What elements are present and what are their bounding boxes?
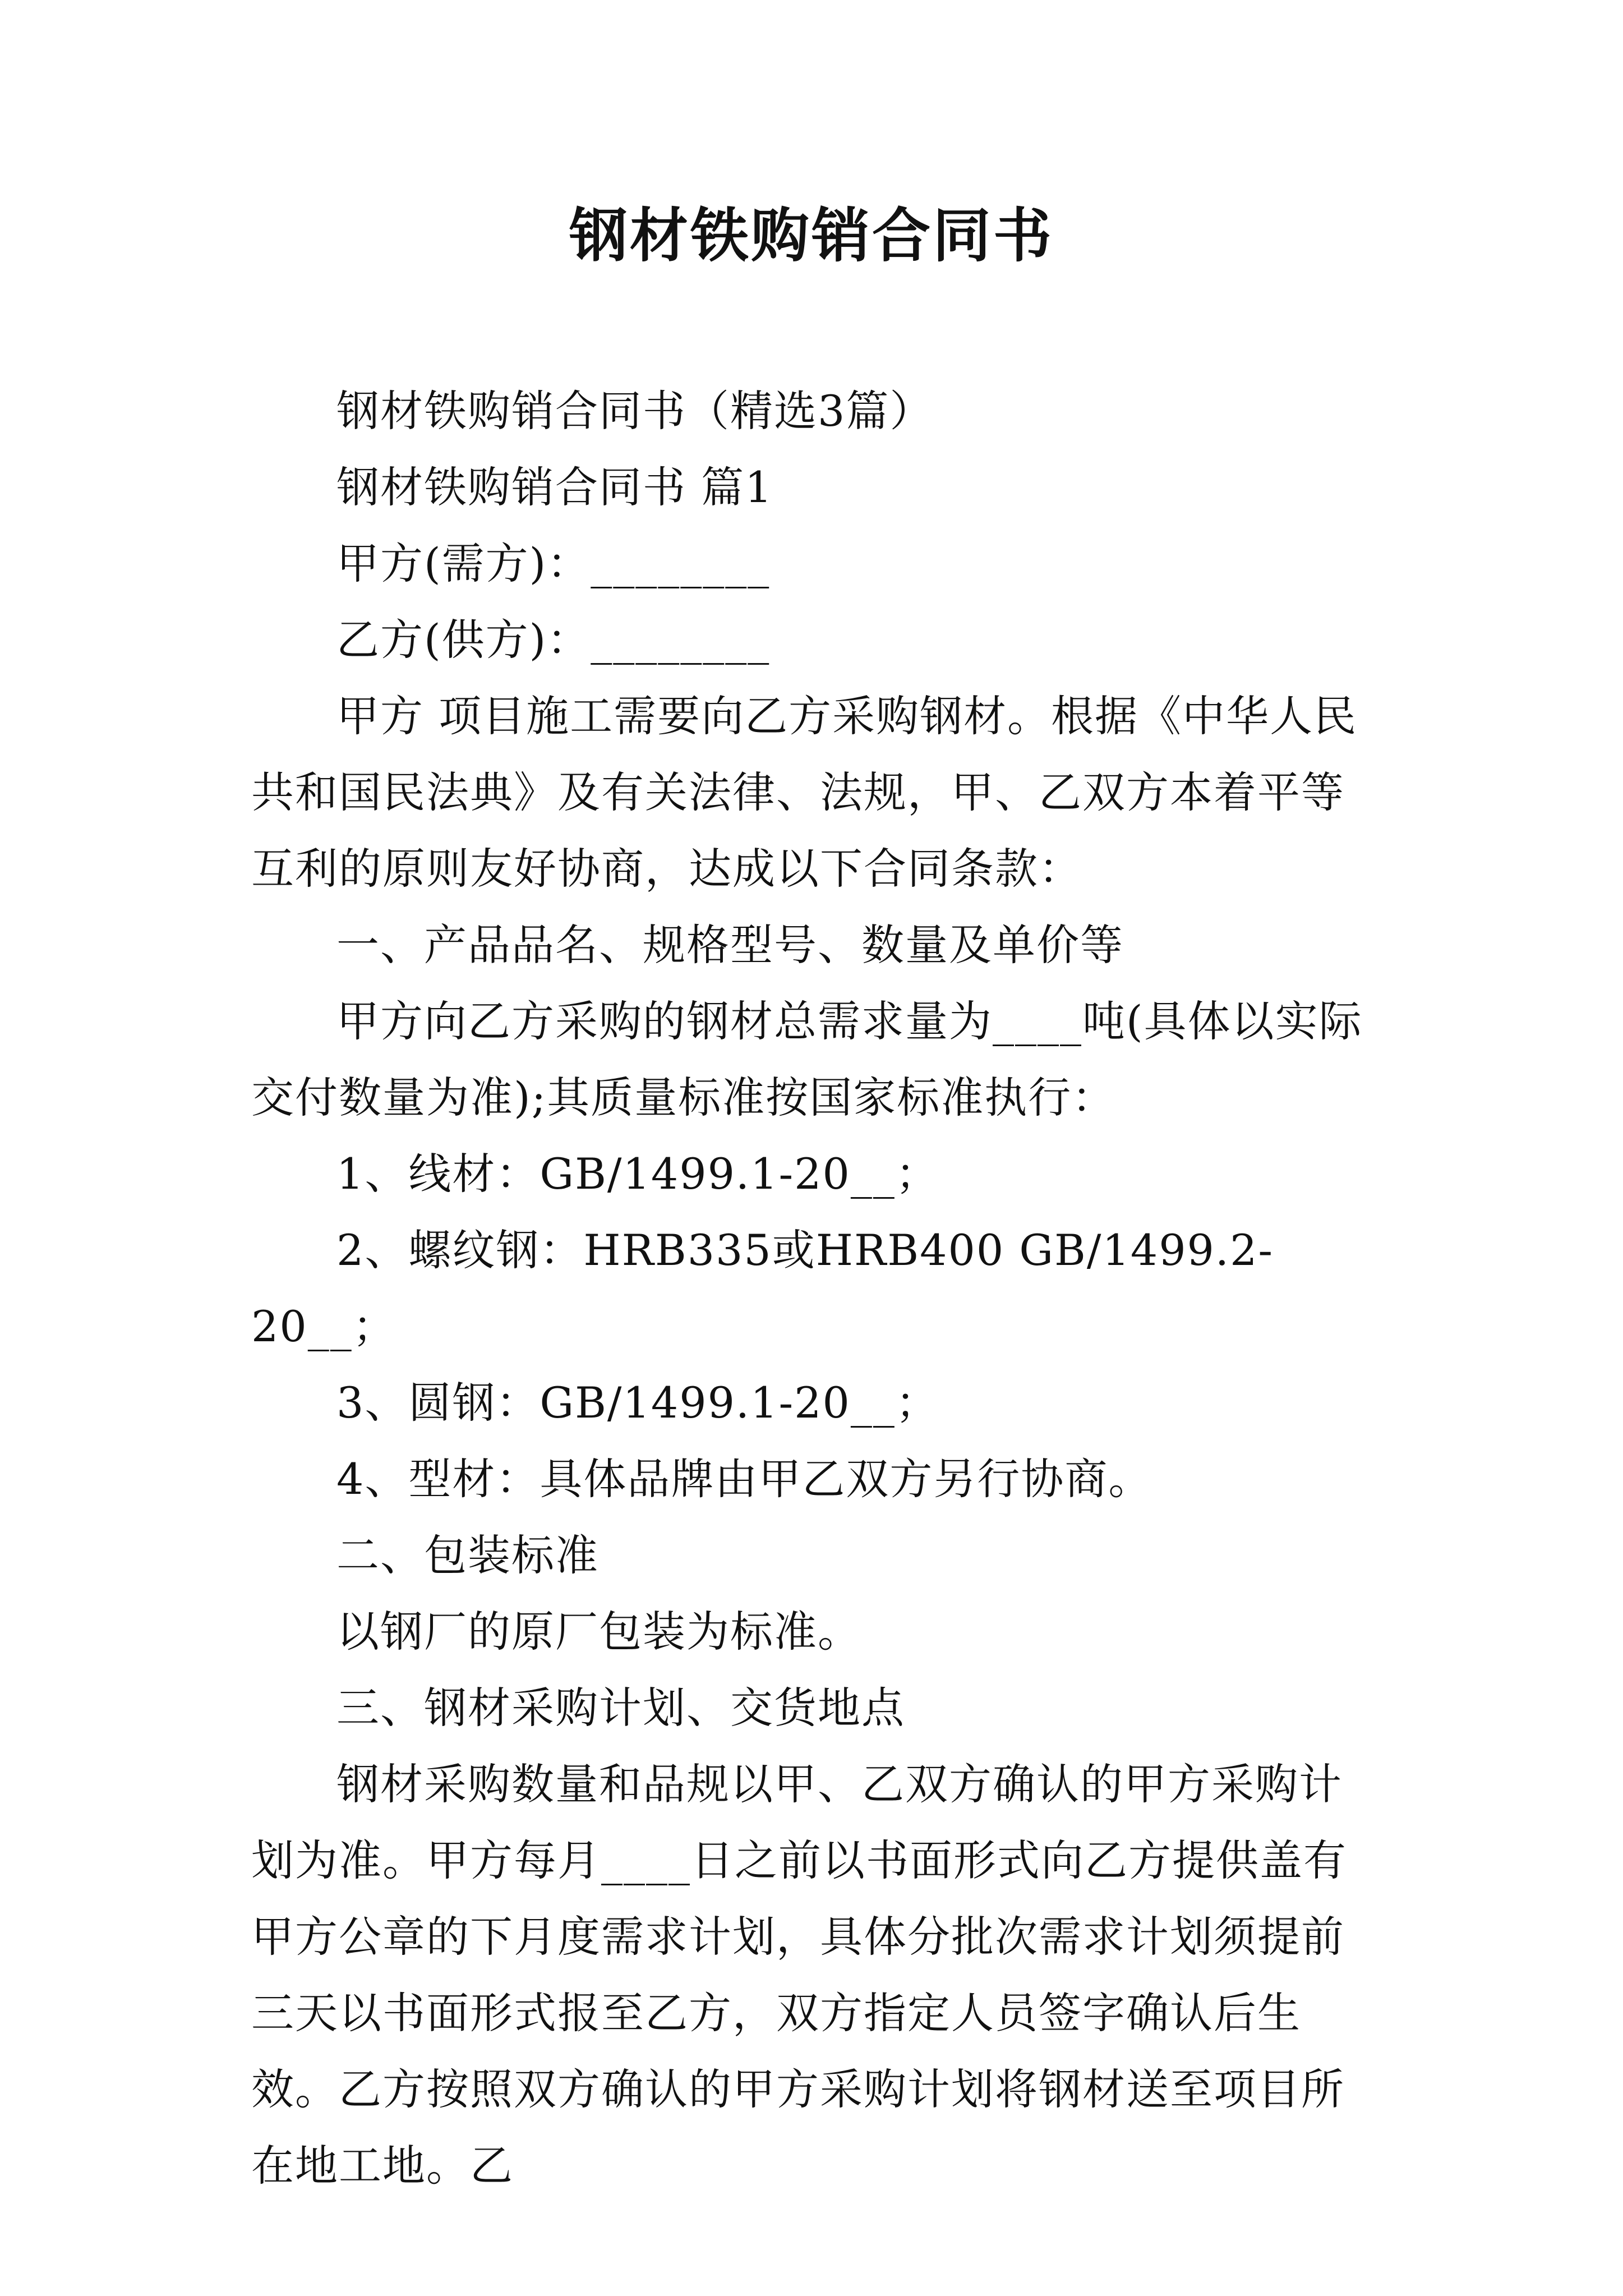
paragraph-clause-1-body: 甲方向乙方采购的钢材总需求量为____吨(具体以实际交付数量为准);其质量标准按国家标准执行：	[251, 996, 1363, 1122]
paragraph-section-heading: 钢材铁购销合同书 篇1	[336, 462, 773, 512]
paragraph-clause-2-body: 以钢厂的原厂包装为标准。	[336, 1607, 861, 1657]
paragraph-item-3: 3、圆钢：GB/1499.1-20__；	[336, 1378, 939, 1428]
paragraph-item-4: 4、型材：具体品牌由甲乙双方另行协商。	[336, 1454, 1152, 1504]
paragraph-party-a: 甲方(需方)：________	[336, 539, 771, 588]
paragraph-preamble: 甲方 项目施工需要向乙方采购钢材。根据《中华人民共和国民法典》及有关法律、法规，甲、乙双方本着平等互利的原则友好协商，达成以下合同条款：	[251, 691, 1358, 894]
paragraph-clause-3-body: 钢材采购数量和品规以甲、乙双方确认的甲方采购计划为准。甲方每月____日之前以书面形式向乙方提供盖有甲方公章的下月度需求计划，具体分批次需求计划须提前三天以书面形式报至乙方，双方指定人员签字确认后生效。乙方按照双方确认的甲方采购计划将钢材送至项目所在地工地。乙	[251, 1759, 1347, 2191]
paragraph-party-b: 乙方(供方)：________	[336, 615, 771, 665]
paragraph-item-2: 2、螺纹钢：HRB335或HRB400 GB/1499.2-20__；	[251, 1225, 1274, 1351]
paragraph-item-1: 1、线材：GB/1499.1-20__；	[336, 1149, 939, 1199]
document-title: 钢材铁购销合同书	[569, 201, 1054, 270]
paragraph-clause-1-heading: 一、产品品名、规格型号、数量及单价等	[336, 920, 1124, 970]
paragraph-clause-2-heading: 二、包装标准	[336, 1530, 599, 1580]
document-body	[251, 373, 1384, 2204]
paragraph-subtitle: 钢材铁购销合同书（精选3篇）	[336, 386, 934, 436]
paragraph-clause-3-heading: 三、钢材采购计划、交货地点	[336, 1683, 905, 1733]
